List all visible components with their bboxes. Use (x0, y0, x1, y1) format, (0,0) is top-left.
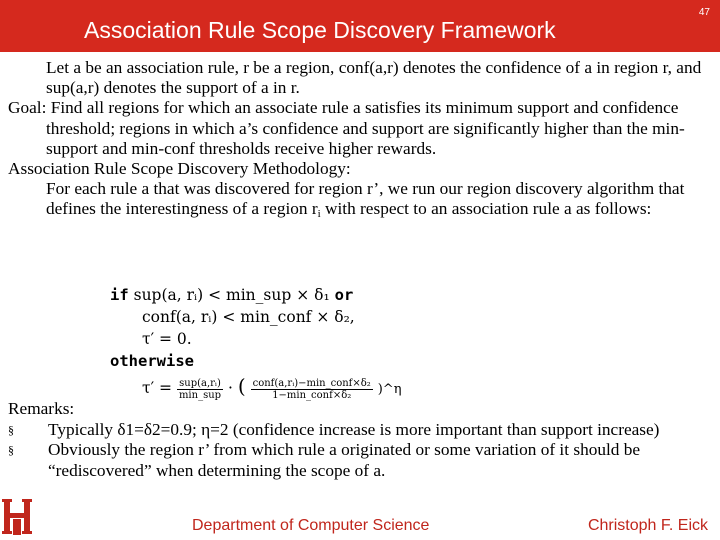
methodology-paragraph (8, 179, 713, 224)
remarks-heading: Remarks: (8, 399, 75, 418)
formula-confidence-fraction (251, 378, 373, 401)
title-bar (0, 0, 720, 52)
formula-exponent: )^η (377, 382, 402, 397)
bullet-icon: § (8, 422, 14, 437)
goal-paragraph: Goal: Find all regions for which an associate rule a satisfies its minimum support and confidence threshold; regions in which a’s confidence and support are significantly higher than the min-support and min-conf thresholds receive higher rewards. (8, 98, 685, 158)
remark-item (8, 420, 713, 441)
interestingness-formula (110, 286, 560, 400)
remark-text: Typically δ1=δ2=0.9; η=2 (confidence increase is more important than support increase) (48, 419, 660, 439)
formula-frac2-numerator: conf(a,rᵢ)−min_conf×δ₂ (252, 377, 371, 389)
footer-author: Christoph F. Eick (587, 517, 708, 534)
formula-support-fraction (177, 378, 223, 401)
methodology-text-2: with respect to an association rule a as follows: (320, 199, 652, 219)
formula-frac2-denominator: 1−min_conf×δ₂ (272, 389, 352, 401)
slide-title: Association Rule Scope Discovery Framework (84, 17, 556, 43)
remark-text: Obviously the region r’ from which rule a originated or some variation of it should be “rediscovered” when determining the scope of a. (48, 440, 641, 480)
intro-paragraph: Let a be an association rule, r be a region, conf(a,r) denotes the confidence of a in region r, and sup(a,r) denotes the support of a in r. (46, 58, 702, 98)
formula-line-5: τ′ = $\frac{\text{sup(a,rᵢ)}}{\text{min\_sup}}$ · ( $\frac{\text{conf(a,rᵢ)−min\_conf×δ₂}}{\text{1−min\_conf×δ₂}}$ )^η (142, 374, 402, 401)
footer-department: Department of Computer Science (192, 517, 430, 534)
methodology-text-1: For each rule a that was discovered for region r’, we run our region discovery algorithm that defines the interestingness of a region r (46, 179, 685, 219)
formula-frac1-denominator: min_sup (178, 389, 222, 401)
remark-item (8, 440, 713, 481)
slide-body (8, 58, 713, 225)
formula-line-3: τ′ = 0. (142, 330, 192, 348)
formula-sup-condition: sup(a, rᵢ) < min_sup × δ₁ (133, 286, 330, 304)
methodology-heading: Association Rule Scope Discovery Methodology: (8, 159, 351, 179)
slide-number: 47 (698, 7, 710, 18)
formula-tau-prefix: τ′ = (142, 379, 173, 397)
methodology-subscript: i (317, 208, 321, 221)
formula-or-keyword: or (334, 286, 354, 304)
formula-line-1 (110, 286, 353, 304)
bullet-icon: § (8, 443, 14, 458)
slide-footer (0, 515, 720, 540)
formula-if-keyword: if (110, 286, 129, 304)
formula-times: · (228, 379, 233, 397)
formula-otherwise-keyword: otherwise (110, 352, 194, 370)
formula-line-2: conf(a, rᵢ) < min_conf × δ₂, (142, 308, 355, 326)
remarks-section (8, 399, 713, 481)
formula-frac1-numerator: sup(a,rᵢ) (177, 378, 223, 390)
